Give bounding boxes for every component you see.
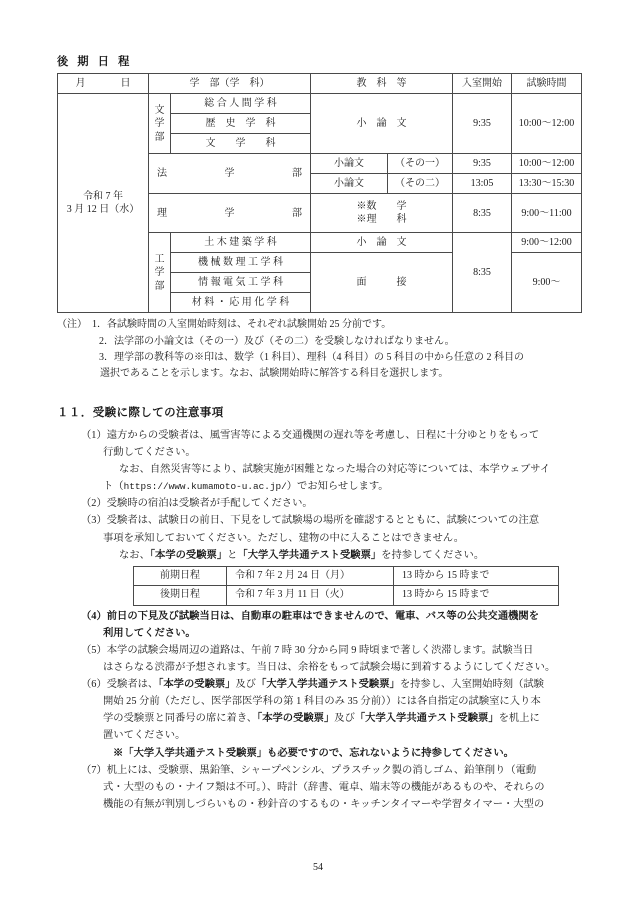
exam-time-rigakubu: 9:00〜11:00 — [512, 194, 582, 233]
exam-time-kogakubu-first: 9:00〜12:00 — [512, 233, 582, 253]
page-content — [57, 56, 581, 813]
bold-note-mid: と — [227, 549, 238, 561]
item-6-mid: 及び — [235, 679, 257, 691]
note-item-2 — [57, 334, 581, 350]
date-line-2: 3 月 12 日（水） — [66, 204, 140, 216]
item-7-line-3: 機能の有無が判別しづらいもの・秒針音のするもの・キッチンタイマーや学習タイマー・大型の — [103, 798, 545, 810]
url-prefix: ト（ — [103, 481, 124, 493]
ticket-label-kyotsu: 「大学入学共通テスト受験票」 — [354, 713, 499, 725]
ticket-label-honbun: 「本学の受験票」 — [257, 713, 335, 725]
item-number-1: （1） — [81, 430, 107, 442]
table-row — [58, 94, 582, 114]
ticket-label-honbun: 「本学の受験票」 — [158, 679, 236, 691]
item-7-line-2: 式・大型のもの・ナイフ類は不可。）、時計（辞書、電卓、端末等の機能があるものや、それらの — [103, 781, 545, 793]
mini-date-koki: 令和 7 年 3 月 11 日（火） — [227, 586, 394, 606]
department-bun: 文 学 科 — [171, 134, 311, 154]
faculty-vertical-bungakubu: 文 学 部 — [149, 94, 171, 154]
note-text-3: 理学部の教科等の※印は、数学（1 科目）、理科（4 科目）の 5 科目の中から任意の 2 科目の — [114, 351, 524, 363]
section-title: 後 期 日 程 — [57, 56, 133, 68]
item-6-l3-mid: 及び — [334, 713, 355, 725]
header-entry-time: 入室開始 — [453, 74, 512, 94]
notice-list — [57, 427, 581, 813]
ticket-label-honbun: 「本学の受験票」 — [149, 549, 228, 561]
date-cell — [58, 94, 149, 313]
subject-hogakubu-1: 小論文 — [311, 154, 388, 174]
department-rekishi: 歴 史 学 科 — [171, 114, 311, 134]
date-line-1: 令和 7 年 — [83, 190, 123, 202]
item-number-5: （5） — [81, 645, 107, 657]
department-kikaisuuri: 機 械 数 理 工 学 科 — [171, 253, 311, 273]
note-text-3-cont: 選択であることを示します。なお、試験開始時に解答する科目を選択します。 — [100, 367, 449, 379]
header-exam-time: 試験時間 — [512, 74, 582, 94]
item-6-line-3 — [57, 710, 581, 727]
department-dobokukenchiku: 土 木 建 築 学 科 — [171, 233, 311, 253]
item-number-7: （7） — [81, 764, 107, 776]
item-6-line-2: 開始 25 分前（ただし、医学部医学科の第 1 科目のみ 35 分前））には各自指定の試験室に入り本 — [103, 696, 541, 708]
item-text-6 — [107, 676, 581, 693]
item-6-post: を持参し、入室開始時刻（試験 — [399, 679, 544, 691]
department-johodenki: 情 報 電 気 工 学 科 — [171, 273, 311, 293]
department-zairyo: 材 料 ・ 応 用 化 学 科 — [171, 293, 311, 313]
list-item — [57, 427, 581, 444]
entry-time-hogakubu-1: 9:35 — [453, 154, 512, 174]
note-number-3: 3． — [99, 351, 114, 363]
item-number-3: （3） — [81, 515, 107, 527]
item-text-5: 本学の試験会場周辺の道路は、午前 7 時 30 分から同 9 時頃まで著しく渋滞します。試験当日 — [106, 645, 534, 657]
exam-time-hogakubu-2: 13:30〜15:30 — [512, 174, 582, 194]
asterisk-mark: ※ — [113, 747, 124, 759]
faculty-hogakubu: 法 学 部 — [149, 154, 311, 194]
ticket-label-kyotsu: 「大学入学共通テスト受験票」 — [256, 679, 400, 691]
exam-time-kogakubu-rest: 9:00〜 — [512, 253, 582, 313]
ticket-label-kyotsu: 「大学入学共通テスト受験票」 — [237, 549, 382, 561]
table-notes — [57, 317, 581, 382]
list-item — [57, 512, 581, 529]
entry-time-rigakubu: 8:35 — [453, 194, 512, 233]
header-subject: 教 科 等 — [311, 74, 453, 94]
faculty-vertical-kogakubu: 工 学 部 — [149, 233, 171, 313]
mini-time-koki: 13 時から 15 時まで — [394, 586, 559, 606]
note-item-1 — [57, 317, 581, 333]
notes-label: （注） — [57, 319, 87, 331]
page-number: 54 — [313, 862, 323, 873]
item-1-url-line — [57, 478, 581, 495]
subject-rigakubu: ※数 学 ※理 科 — [311, 194, 453, 233]
mini-label-koki: 後期日程 — [134, 586, 227, 606]
subject-sub-hogakubu-2: （その二） — [388, 174, 453, 194]
faculty-rigakubu: 理 学 部 — [149, 194, 311, 233]
item-6-l3-post: を机上に — [498, 713, 540, 725]
previsit-date-table — [133, 566, 559, 606]
item-number-6: （6） — [81, 679, 107, 691]
note-text-2: 法学部の小論文は（その一）及び（その二）を受験しなければなりません。 — [114, 335, 455, 347]
exam-time-bungakubu: 10:00〜12:00 — [512, 94, 582, 154]
bold-note-suffix: を持参してください。 — [381, 549, 485, 561]
item-3-bold-note — [57, 547, 581, 564]
note-item-3 — [57, 350, 581, 366]
item-number-2: （2） — [81, 498, 107, 510]
item-6-pre: 受験者は、 — [106, 679, 159, 691]
note-number-2: 2． — [99, 335, 114, 347]
subject-hogakubu-2: 小論文 — [311, 174, 388, 194]
item-text-1: 遠方からの受験者は、風雪害等による交通機関の遅れ等を考慮し、日程に十分ゆとりをもって — [106, 430, 540, 442]
entry-time-hogakubu-2: 13:05 — [453, 174, 512, 194]
mini-date-zenki: 令和 7 年 2 月 24 日（月） — [227, 566, 394, 586]
item-3-line-2: 事項を承知しておいてください。ただし、建物の中に入ることはできません。 — [103, 532, 465, 544]
list-item — [57, 676, 581, 693]
entry-time-bungakubu: 9:35 — [453, 94, 512, 154]
item-number-4: （4） — [81, 610, 107, 622]
ticket-label-kyotsu: 「大学入学共通テスト受験票」 — [123, 747, 268, 759]
item-text-2: 受験時の宿泊は受験者が手配してください。 — [106, 498, 313, 510]
item-6-l3-pre: 学の受験票と同番号の席に着き、 — [103, 713, 258, 725]
item-text-3: 受験者は、試験日の前日、下見をして試験場の場所を確認するとともに、試験についての注意 — [106, 515, 540, 527]
item-6-line-4: 置いてください。 — [103, 730, 186, 742]
item-text-4: 前日の下見及び試験当日は、自動車の駐車はできませんので、電車、バス等の公共交通機関を — [106, 610, 540, 622]
item-4-line-2: 利用してください。 — [103, 627, 196, 639]
item-text-7: 机上には、受験票、黒鉛筆、シャープペンシル、プラスチック製の消しゴム、鉛筆削り（電動 — [106, 764, 537, 776]
subject-sub-hogakubu-1: （その一） — [388, 154, 453, 174]
header-date: 月 日 — [58, 74, 149, 94]
header-faculty: 学 部（学 科） — [149, 74, 311, 94]
mini-time-zenki: 13 時から 15 時まで — [394, 566, 559, 586]
subject-bungakubu: 小 論 文 — [311, 94, 453, 154]
exam-schedule-table — [57, 73, 582, 313]
entry-time-kogakubu: 8:35 — [453, 233, 512, 313]
university-url: https://www.kumamoto-u.ac.jp/ — [123, 481, 287, 493]
list-item — [57, 642, 581, 659]
item-5-line-2: はさらなる渋滞が予想されます。当日は、余裕をもって試験会場に到着するようにしてください。 — [103, 662, 556, 674]
item-6-asterisk-note — [57, 745, 581, 762]
subject-kogakubu-mensetsu: 面 接 — [311, 253, 453, 313]
list-item — [57, 608, 581, 625]
note-text-1: 各試験時間の入室開始時刻は、それぞれ試験開始 25 分前です。 — [107, 319, 392, 331]
item-1-sub-line-1: なお、自然災害等により、試験実施が困難となった場合の対応等については、本学ウェブサイ — [119, 464, 551, 476]
table-row — [134, 566, 559, 586]
table-row — [134, 586, 559, 606]
list-item — [57, 495, 581, 512]
url-suffix: ）でお知らせします。 — [286, 481, 389, 493]
page-title: １１．受験に際しての注意事項 — [57, 407, 224, 420]
mini-label-zenki: 前期日程 — [134, 566, 227, 586]
asterisk-note-rest: も必要ですので、忘れないように持参してください。 — [267, 747, 514, 759]
list-item — [57, 762, 581, 779]
subject-kogakubu-shoronbun: 小 論 文 — [311, 233, 453, 253]
department-sogoningen: 総 合 人 間 学 科 — [171, 94, 311, 114]
exam-time-hogakubu-1: 10:00〜12:00 — [512, 154, 582, 174]
table-header-row — [58, 74, 582, 94]
note-number-1: 1． — [92, 319, 107, 331]
item-1-line-2: 行動してください。 — [103, 447, 196, 459]
bold-note-prefix: なお、 — [119, 549, 150, 561]
